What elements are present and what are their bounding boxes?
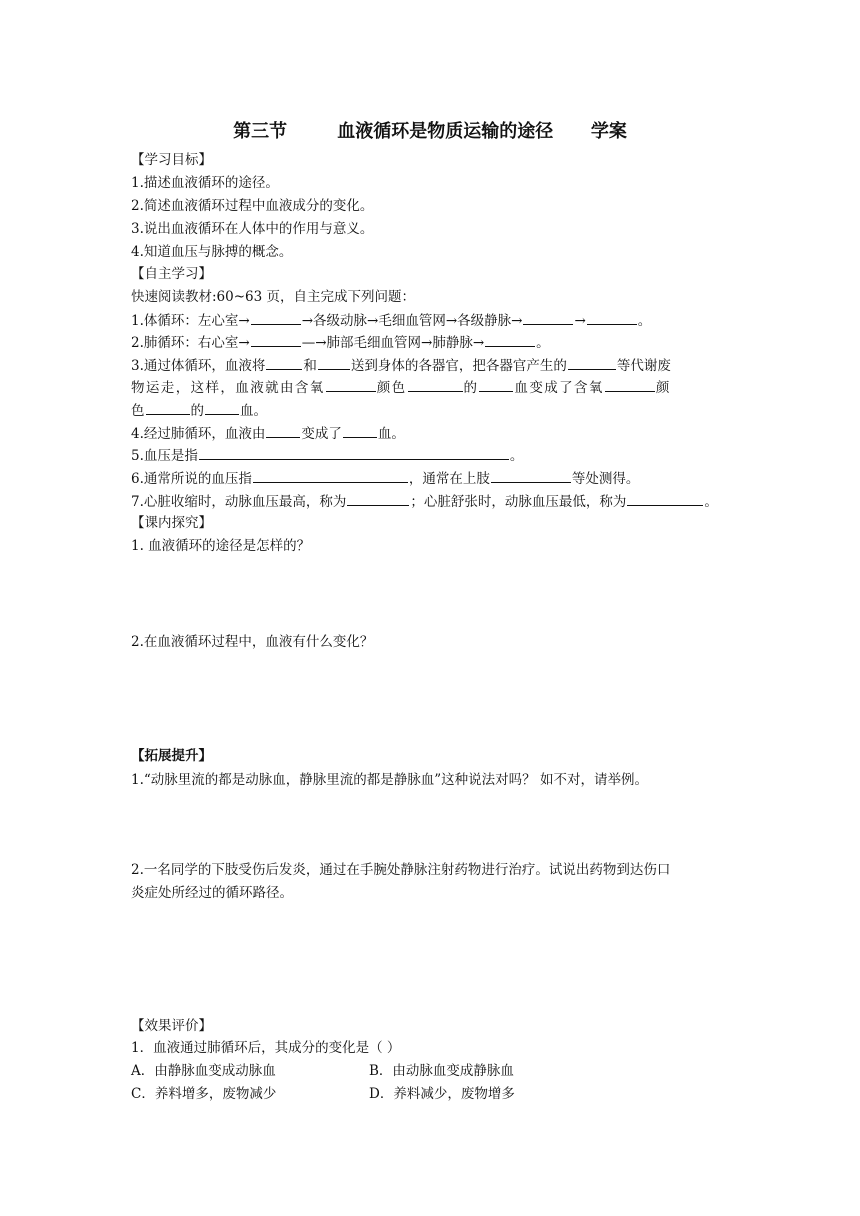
- question-systemic-function-end: 色 的 血。: [131, 400, 267, 421]
- objectives-header: 【学习目标】: [131, 152, 212, 168]
- answer-blank[interactable]: [568, 355, 616, 370]
- answer-blank[interactable]: [253, 468, 408, 483]
- answer-blank[interactable]: [479, 377, 513, 392]
- evaluation-header: 【效果评价】: [131, 1018, 212, 1034]
- question-systolic-diastolic: 7.心脏收缩时，动脉血压最高，称为 ；心脏舒张时，动脉血压最低，称为 。: [131, 491, 718, 512]
- answer-blank[interactable]: [326, 377, 376, 392]
- question-systemic-function: 3.通过体循环，血液将 和 送到身体的各器官，把各器官产生的 等代谢废: [131, 355, 671, 376]
- self-study-header: 【自主学习】: [131, 266, 212, 282]
- answer-blank[interactable]: [523, 310, 573, 325]
- self-study-intro: 快速阅读教材:60~63 页，自主完成下列问题：: [131, 289, 416, 305]
- answer-blank[interactable]: [627, 491, 703, 506]
- answer-blank[interactable]: [491, 468, 571, 483]
- answer-blank[interactable]: [199, 445, 509, 460]
- extension-question-cont: 炎症处所经过的循环路径。: [131, 885, 293, 901]
- option-d[interactable]: D．养料减少，废物增多: [369, 1086, 515, 1102]
- answer-blank[interactable]: [266, 355, 302, 370]
- question-systemic-function-cont: 物运走，这样，血液就由含氧 颜色 的 血变成了含氧 颜: [131, 377, 671, 398]
- objective-item: 1.描述血液循环的途径。: [131, 175, 279, 191]
- question-usual-pressure: 6.通常所说的血压指 ，通常在上肢 等处测得。: [131, 468, 639, 489]
- inquiry-question: 1. 血液循环的途径是怎样的？: [131, 538, 311, 554]
- objective-item: 2.简述血液循环过程中血液成分的变化。: [131, 198, 374, 214]
- answer-blank[interactable]: [408, 377, 463, 392]
- question-pulmonary-change: 4.经过肺循环，血液由 变成了 血。: [131, 423, 405, 444]
- objective-item: 3.说出血液循环在人体中的作用与意义。: [131, 221, 374, 237]
- question-systemic-circulation: 1.体循环：左心室→ →各级动脉→毛细血管网→各级静脉→ → 。: [131, 310, 651, 331]
- option-b[interactable]: B．由动脉血变成静脉血: [369, 1063, 514, 1079]
- answer-blank[interactable]: [318, 355, 350, 370]
- extension-header: 【拓展提升】: [131, 748, 212, 764]
- answer-blank[interactable]: [251, 310, 301, 325]
- answer-blank[interactable]: [485, 332, 535, 347]
- objective-item: 4.知道血压与脉搏的概念。: [131, 244, 293, 260]
- answer-blank[interactable]: [343, 423, 377, 438]
- answer-blank[interactable]: [205, 400, 239, 415]
- evaluation-question: 1．血液通过肺循环后，其成分的变化是（ ）: [131, 1040, 401, 1056]
- question-blood-pressure: 5.血压是指 。: [131, 445, 523, 466]
- extension-question: 2.一名同学的下肢受伤后发炎，通过在手腕处静脉注射药物进行治疗。试说出药物到达伤口: [131, 862, 671, 878]
- option-c[interactable]: C．养料增多，废物减少: [131, 1086, 277, 1102]
- inquiry-question: 2.在血液循环过程中，血液有什么变化？: [131, 634, 374, 650]
- answer-blank[interactable]: [146, 400, 190, 415]
- title-topic: 血液循环是物质运输的途径: [337, 121, 554, 142]
- title-type: 学案: [590, 121, 627, 142]
- page-title: [0, 117, 860, 143]
- answer-blank[interactable]: [605, 377, 655, 392]
- option-a[interactable]: A．由静脉血变成动脉血: [131, 1063, 276, 1079]
- inquiry-header: 【课内探究】: [131, 515, 212, 531]
- extension-question: 1.“动脉里流的都是动脉血，静脉里流的都是静脉血”这种说法对吗？ 如不对，请举例。: [131, 772, 648, 788]
- answer-blank[interactable]: [266, 423, 300, 438]
- answer-blank[interactable]: [251, 332, 301, 347]
- title-section: 第三节: [233, 121, 288, 142]
- question-pulmonary-circulation: 2.肺循环：右心室→ —→肺部毛细血管网→肺静脉→ 。: [131, 332, 550, 353]
- answer-blank[interactable]: [587, 310, 637, 325]
- answer-blank[interactable]: [347, 491, 409, 506]
